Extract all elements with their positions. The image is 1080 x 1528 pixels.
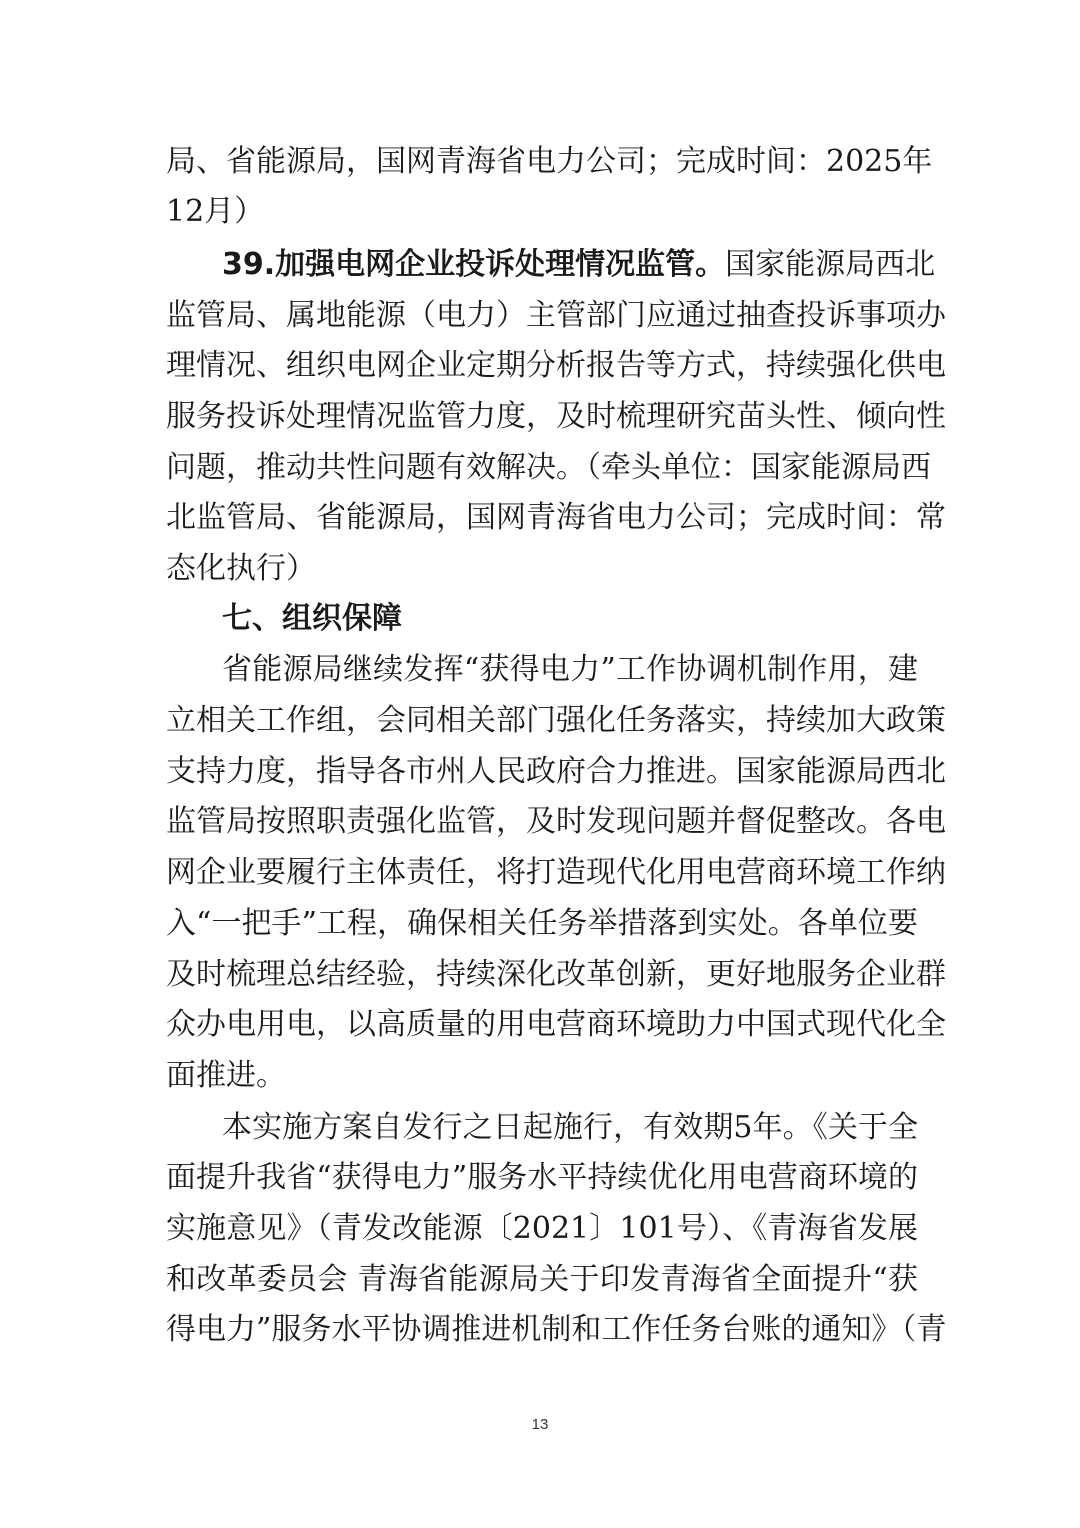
paragraph-line: 12月） — [166, 194, 265, 229]
paragraph-line: 面提升我省“获得电力”服务水平持续优化用电营商环境的 — [166, 1160, 918, 1195]
page-number: 13 — [531, 1416, 549, 1433]
item-39-first-line — [222, 245, 936, 285]
paragraph-line: 实施意见》（青发改能源〔2021〕101号）、《青海省发展 — [166, 1211, 918, 1246]
paragraph-line: 问题，推动共性问题有效解决。（牵头单位：国家能源局西 — [166, 450, 931, 485]
paragraph-line: 监管局、属地能源（电力）主管部门应通过抽查投诉事项办 — [166, 298, 946, 333]
paragraph-line: 服务投诉处理情况监管力度，及时梳理研究苗头性、倾向性 — [166, 399, 946, 434]
paragraph-line: 支持力度，指导各市州人民政府合力推进。国家能源局西北 — [166, 754, 946, 789]
paragraph-line: 监管局按照职责强化监管，及时发现问题并督促整改。各电 — [166, 804, 946, 839]
paragraph-line: 众办电用电，以高质量的用电营商环境助力中国式现代化全 — [166, 1007, 946, 1042]
section-heading: 七、组织保障 — [222, 601, 402, 636]
paragraph-line: 得电力”服务水平协调推进机制和工作任务台账的通知》（青 — [166, 1312, 947, 1347]
paragraph-line: 本实施方案自发行之日起施行，有效期5年。《关于全 — [222, 1110, 918, 1145]
paragraph-line: 及时梳理总结经验，持续深化改革创新，更好地服务企业群 — [166, 957, 946, 992]
item-39-title: 39.加强电网企业投诉处理情况监管。 — [222, 247, 726, 282]
paragraph-line: 理情况、组织电网企业定期分析报告等方式，持续强化供电 — [166, 348, 946, 383]
paragraph-line: 省能源局继续发挥“获得电力”工作协调机制作用，建 — [222, 652, 918, 687]
paragraph-line: 网企业要履行主体责任，将打造现代化用电营商环境工作纳 — [166, 855, 946, 890]
paragraph-line: 态化执行） — [166, 551, 316, 586]
paragraph-line: 面推进。 — [166, 1058, 286, 1093]
item-39-text: 国家能源局西北 — [725, 247, 936, 282]
paragraph-line: 北监管局、省能源局，国网青海省电力公司；完成时间：常 — [166, 500, 946, 535]
paragraph-line: 入“一把手”工程，确保相关任务举措落到实处。各单位要 — [166, 906, 918, 941]
paragraph-line: 立相关工作组，会同相关部门强化任务落实，持续加大政策 — [166, 703, 946, 738]
paragraph-line: 局、省能源局，国网青海省电力公司；完成时间：2025年 — [166, 144, 933, 179]
paragraph-line: 和改革委员会 青海省能源局关于印发青海省全面提升“获 — [166, 1262, 918, 1297]
